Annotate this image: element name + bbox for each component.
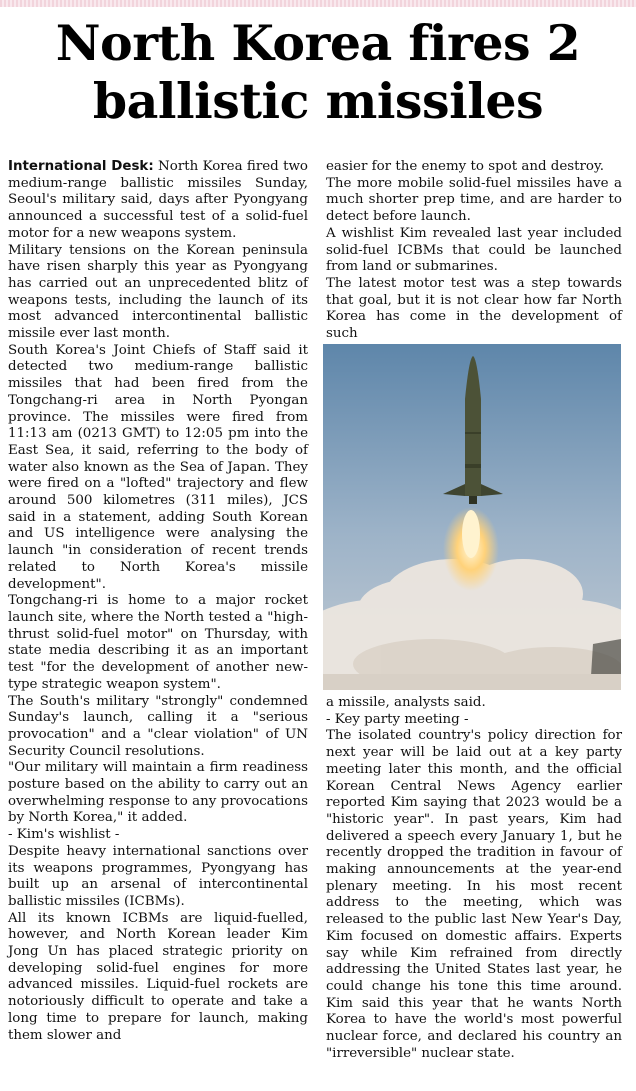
- paragraph-4: Tongchang-ri is home to a major rocket launch site, where the North tested a "high-thrust solid-fuel motor" on Thursday, with state media describing it as an important test "for the development of another new-type strategic weapon system".: [8, 593, 308, 692]
- paragraph-13: a missile, analysts said.: [326, 695, 486, 710]
- paragraph-11: A wishlist Kim revealed last year included solid-fuel ICBMs that could be launched from land or submarines.: [326, 225, 622, 275]
- subhead-kims-wishlist: - Kim's wishlist -: [8, 827, 120, 843]
- right-column-top: [326, 159, 622, 343]
- paragraph-1: [8, 159, 308, 243]
- paragraph-7: Despite heavy international sanctions over its weapons programmes, Pyongyang has built up an arsenal of intercontinental ballistic missiles (ICBMs).: [8, 843, 308, 909]
- missile-launch-icon: [323, 344, 621, 690]
- paragraph-1-text: North Korea fired two medium-range ballistic missiles Sunday, Seoul's military said, days after Pyongyang announced a successful test of a solid-fuel motor for a new weapons system.: [8, 159, 308, 241]
- left-column: [8, 159, 308, 1044]
- right-column-bottom: [326, 695, 622, 1062]
- paragraph-12: The latest motor test was a step towards that goal, but it is not clear how far North Korea has come in the development of such: [326, 275, 622, 342]
- paragraph-2: Military tensions on the Korean peninsula have risen sharply this year as Pyongyang has carried out an unprecedented blitz of weapons tests, including the launch of its most advanced intercontinental ballistic missile ever last month.: [8, 242, 308, 342]
- paragraph-10: The more mobile solid-fuel missiles have a much shorter prep time, and are harder to detect before launch.: [326, 175, 622, 225]
- headline: North Korea fires 2 ballistic missiles: [55, 14, 581, 130]
- dateline: International Desk:: [8, 159, 154, 174]
- paragraph-8: All its known ICBMs are liquid-fuelled, however, and North Korean leader Kim Jong Un has placed strategic priority on developing solid-fuel engines for more advanced missiles. Liquid-fuel rockets are notoriously difficult to operate and take a long time to prepare for launch, making them slower and: [8, 910, 308, 1043]
- paragraph-3: South Korea's Joint Chiefs of Staff said it detected two medium-range ballistic missiles that had been fired from the Tongchang-ri area in North Pyongan province. The missiles were fired from 11:13 am (0213 GMT) to 12:05 pm into the East Sea, it said, referring to the body of water also known as the Sea of Japan. They were fired on a "lofted" trajectory and flew around 500 kilometres (311 miles), JCS said in a statement, adding South Korean and US intelligence were analysing the launch "in consideration of recent trends related to North Korea's missile development".: [8, 342, 308, 592]
- paragraph-14: The isolated country's policy direction for next year will be laid out at a key party meeting later this month, and the official Korean Central News Agency earlier reported Kim saying that 2023 would be a "historic year". In past years, Kim had delivered a speech every January 1, but he recently dropped the tradition in favour of making announcements at the year-end plenary meeting. In his most recent address to the meeting, which was released to the public last New Year's Day, Kim focused on domestic affairs. Experts say while Kim refrained from directly addressing the United States last year, he could change his tone this time around. Kim said this year that he wants North Korea to have the world's most powerful nuclear force, and declared his country an "irreversible" nuclear state.: [326, 728, 622, 1061]
- top-color-bar: [0, 0, 636, 7]
- subhead-key-party-meeting: - Key party meeting -: [326, 711, 469, 727]
- paragraph-5: The South's military "strongly" condemned Sunday's launch, calling it a "serious provocation" and a "clear violation" of UN Security Council resolutions.: [8, 693, 308, 759]
- paragraph-9: easier for the enemy to spot and destroy.: [326, 159, 605, 174]
- paragraph-6: "Our military will maintain a firm readiness posture based on the ability to carry out an overwhelming response to any provocations by North Korea," it added.: [8, 760, 308, 826]
- missile-launch-photo: [323, 344, 621, 690]
